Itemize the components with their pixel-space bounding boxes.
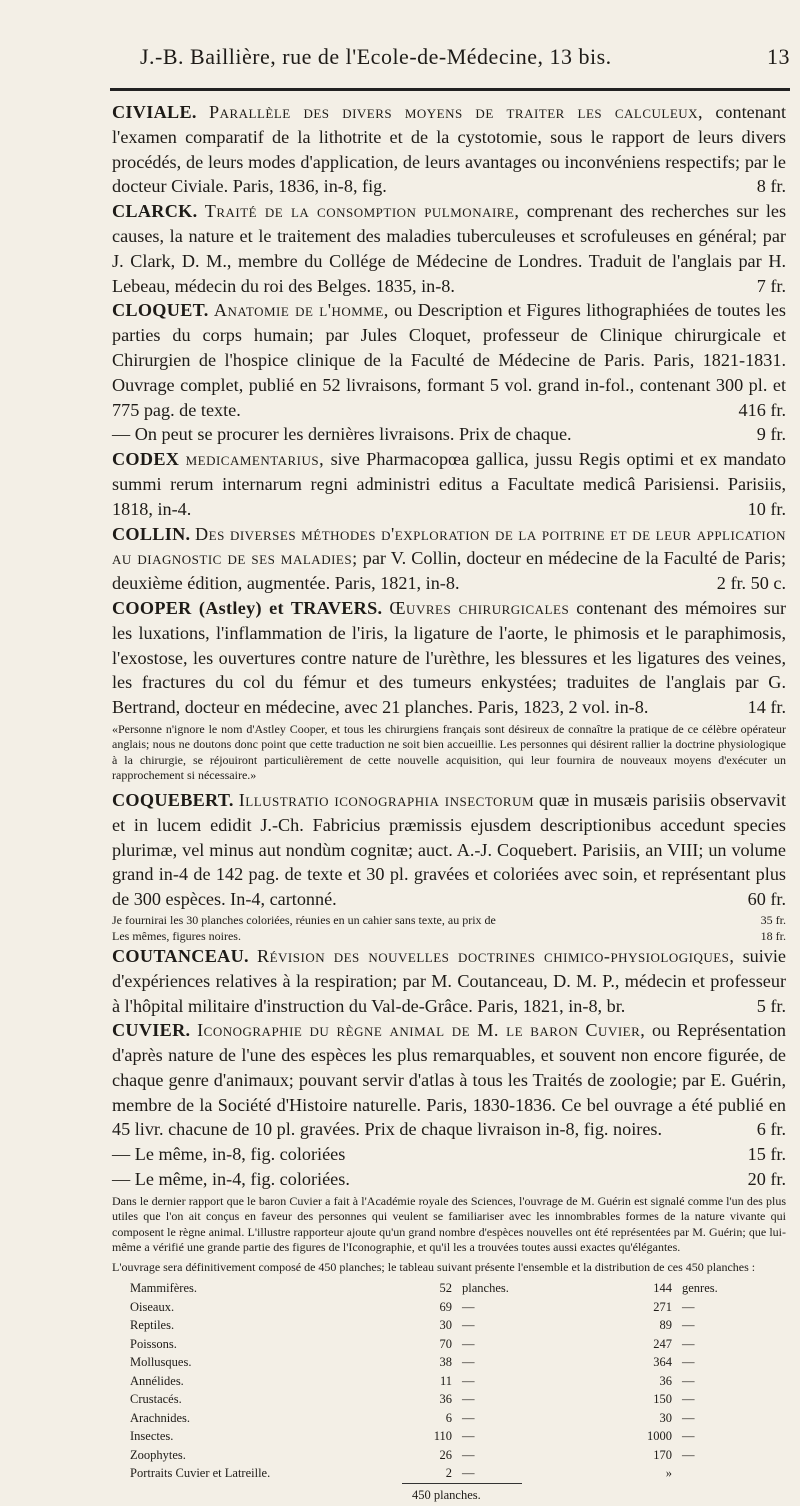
genres-count: » (665, 1466, 672, 1481)
catalogue-entry (112, 447, 786, 521)
ditto-mark: — (682, 1429, 695, 1444)
entry-title: Iconographie du règne animal de M. le baron Cuvier, (197, 1020, 646, 1041)
planches-count: 38 (439, 1355, 452, 1370)
genres-count: 89 (659, 1318, 672, 1333)
planches-count: 30 (439, 1318, 452, 1333)
ditto-mark: — (682, 1447, 695, 1462)
entry-headword: CODEX (112, 449, 180, 470)
table-row (112, 1316, 786, 1335)
sub-price: 18 fr. (760, 928, 786, 943)
catalogue-entry (112, 422, 786, 447)
entry-price: 14 fr. (747, 697, 786, 718)
class-name: Arachnides. (130, 1410, 191, 1425)
entry-headword: COUTANCEAU. (112, 945, 249, 966)
planches-count: 26 (439, 1447, 452, 1462)
entry-price: 5 fr. (756, 995, 786, 1016)
entry-price: 60 fr. (747, 889, 786, 910)
table-row (112, 1409, 786, 1428)
entry-title: Révision des nouvelles doctrines chimico-physiologiques, (256, 945, 735, 966)
planches-count: 70 (439, 1336, 452, 1351)
genres-unit: genres. (682, 1281, 718, 1296)
entry-price: 6 fr. (756, 1119, 786, 1140)
entry-title: medicamentarius, (185, 449, 325, 470)
entry-price: 10 fr. (747, 498, 786, 519)
entry-price: 9 fr. (756, 424, 786, 445)
coquebert-sub-item (112, 912, 786, 928)
catalogue-entry (112, 298, 786, 422)
running-title: J.-B. Baillière, rue de l'Ecole-de-Médecine, 13 bis. (140, 44, 612, 69)
cuvier-variant (112, 1142, 786, 1167)
entry-text: suivie d'expériences relatives à la respiration; par M. Coutanceau, D. M. P., médecin et professeur à l'hôpital militaire d'instruction du Val-de-Grâce. Paris, 1821, in-8, br. (112, 945, 787, 1016)
entry-text: ou Représentation d'après nature de l'une des espèces les plus remarquables, et souvent non encore figurée, de chaque genre d'animaux; pouvant servir d'atlas à tous les Traités de zoologie; par E. Guérin, membre de la Société d'Histoire naturelle. Paris, 1830-1836. Ce bel ouvrage a été publié en 45 livr. chacune de 10 pl. gravées. Prix de chaque livraison in-8, fig. noires. (112, 1020, 787, 1140)
table-row (112, 1372, 786, 1391)
entry-headword: CUVIER. (112, 1020, 191, 1041)
page-header (0, 44, 800, 84)
cooper-review-note: «Personne n'ignore le nom d'Astley Cooper, et tous les chirurgiens français sont désireux de connaître la pratique de ce célèbre opérateur anglais; nous ne doutons donc point que cette traduction ne soit bien accueillie. Les personnes qui désirent rallier la doctrine physiologique à la chirurgie, se réjouiront particulièrement de cette nouvelle acquisition, qui leur fournira de nouveaux moyens d'exécuter un rapprochement si nécessaire.» (112, 721, 786, 783)
cuvier-variant (112, 1167, 786, 1192)
planches-count: 52 (439, 1281, 452, 1296)
ditto-mark: — (462, 1392, 475, 1407)
class-name: Portraits Cuvier et Latreille. (130, 1466, 271, 1481)
ditto-mark: — (682, 1355, 695, 1370)
entry-text: comprenant des recherches sur les causes, la nature et le traitement des maladies tuberculeuses et scrofuleuses en général; par J. Clark, D. M., membre du Collége de Médecine de Londres. Traduit de l'anglais par H. Lebeau, médecin du roi des Belges. 1835, in-8. (112, 201, 787, 296)
table-row (112, 1427, 786, 1446)
header-rule (110, 88, 790, 91)
sub-price: 35 fr. (760, 912, 786, 927)
genres-count: 36 (659, 1373, 672, 1388)
planches-count: 36 (439, 1392, 452, 1407)
entry-text: quæ in musæis parisiis observavit et in lucem edidit J.-Ch. Fabricius præmissis ejusdem descriptionibus accedunt species plurimæ, vel minus aut nondùm cognitæ; auct. A.-J. Coquebert. Parisiis, an VIII; un volume grand in-4 de 142 pag. de texte et 30 pl. gravées et coloriées avec soin, et représentant plus de 300 espèces. In-4, cartonné. (112, 789, 786, 910)
genres-count: 150 (653, 1392, 672, 1407)
entry-text: — On peut se procurer les dernières livraisons. Prix de chaque. (112, 424, 572, 445)
entry-text: contenant l'examen comparatif de la lithotrite et de la cystotomie, sous le rapport de leurs divers procédés, de leurs modes d'application, de leurs avantages ou inconvéniens respectifs; par le docteur Civiale. Paris, 1836, in-8, fig. (112, 102, 787, 197)
table-row (112, 1279, 786, 1298)
page-number: 13 (767, 44, 790, 69)
total-planches: 450 planches. (412, 1487, 481, 1502)
class-name: Mammifères. (130, 1281, 197, 1296)
genres-count: 364 (653, 1355, 672, 1370)
planches-count: 2 (445, 1466, 452, 1481)
ditto-mark: — (462, 1466, 475, 1481)
entry-title: Traité de la consomption pulmonaire, (204, 201, 520, 222)
cuvier-table-intro: L'ouvrage sera définitivement composé de 450 planches; le tableau suivant présente l'ensemble et la distribution de ces 450 planches : (112, 1259, 756, 1274)
ditto-mark: — (682, 1392, 695, 1407)
planches-count: 6 (445, 1410, 452, 1425)
entry-title: Des diverses méthodes d'exploration de la poitrine et de leur application au diagnostic de ses maladies; (112, 523, 786, 569)
table-row (112, 1353, 786, 1372)
plates-distribution-table (112, 1279, 786, 1506)
ditto-mark: — (462, 1318, 475, 1333)
genres-count: 30 (659, 1410, 672, 1425)
catalogue-body (112, 100, 786, 1506)
entry-price: 2 fr. 50 c. (716, 573, 786, 594)
ditto-mark: — (682, 1336, 695, 1351)
coquebert-sub-item (112, 928, 786, 944)
entry-title: Parallèle des divers moyens de traiter les calculeux, (208, 102, 704, 122)
variant-price: 15 fr. (747, 1144, 786, 1165)
class-name: Annélides. (130, 1373, 184, 1388)
ditto-mark: — (462, 1373, 475, 1388)
table-row (112, 1298, 786, 1317)
genres-count: 144 (653, 1281, 672, 1296)
genres-count: 247 (653, 1336, 672, 1351)
ditto-mark: — (462, 1336, 475, 1351)
catalogue-entry (112, 522, 786, 596)
planches-count: 110 (433, 1429, 452, 1444)
entry-headword: CIVIALE. (112, 102, 197, 122)
table-row (112, 1464, 786, 1483)
catalogue-entry (112, 199, 786, 298)
ditto-mark: — (682, 1373, 695, 1388)
entry-headword: COQUEBERT. (112, 789, 234, 810)
sub-text: Les mêmes, figures noires. (112, 928, 241, 943)
genres-count: 271 (653, 1299, 672, 1314)
table-row (112, 1390, 786, 1409)
entry-headword: CLARCK. (112, 201, 198, 222)
ditto-mark: — (682, 1299, 695, 1314)
class-name: Crustacés. (130, 1392, 182, 1407)
entry-headword: COOPER (Astley) et TRAVERS. (112, 597, 383, 618)
variant-text: — Le même, in-4, fig. coloriées. (112, 1169, 350, 1190)
planches-count: 69 (439, 1299, 452, 1314)
catalogue-entry (112, 100, 786, 199)
catalogue-entry (112, 1018, 786, 1142)
ditto-mark: — (462, 1429, 475, 1444)
table-total (402, 1483, 522, 1506)
entry-title: Anatomie de l'homme, (213, 300, 389, 321)
planches-count: 11 (439, 1373, 452, 1388)
table-row (112, 1335, 786, 1354)
class-name: Reptiles. (130, 1318, 175, 1333)
entry-title: Œuvres chirurgicales (389, 597, 570, 618)
table-row (112, 1446, 786, 1465)
entry-price: 416 fr. (738, 399, 786, 420)
ditto-mark: — (682, 1318, 695, 1333)
class-name: Mollusques. (130, 1355, 192, 1370)
variant-text: — Le même, in-8, fig. coloriées (112, 1144, 346, 1165)
planches-unit: planches. (462, 1281, 509, 1296)
entry-text: contenant des mémoires sur les luxations, l'inflammation de l'iris, la ligature de l'aorte, le phimosis et le paraphimosis, l'exostose, les ouvertures contre nature de l'urèthre, les blessures et les ligatures des veines, les fractures du col du fémur et des tumeurs enkystées; traduites de l'anglais par G. Bertrand, docteur en médecine, avec 21 planches. Paris, 1823, 2 vol. in-8. (112, 597, 787, 718)
entry-headword: COLLIN. (112, 523, 191, 544)
sub-text: Je fournirai les 30 planches coloriées, réunies en un cahier sans texte, au prix de (112, 912, 496, 927)
entry-title: Illustratio iconographia insectorum (238, 789, 535, 810)
genres-count: 1000 (647, 1429, 672, 1444)
entry-text: sive Pharmacopœa gallica, jussu Regis optimi et ex mandato summi rerum internarum regni administri editus a Facultate medicâ Parisiensi. Parisiis, 1818, in-4. (112, 449, 787, 519)
entries-list (112, 100, 786, 1506)
class-name: Insectes. (130, 1429, 174, 1444)
catalogue-entry (112, 944, 786, 1018)
ditto-mark: — (462, 1410, 475, 1425)
ditto-mark: — (462, 1355, 475, 1370)
catalogue-entry (112, 596, 786, 720)
class-name: Oiseaux. (130, 1299, 175, 1314)
ditto-mark: — (462, 1299, 475, 1314)
entry-text: par V. Collin, docteur en médecine de la Faculté de Paris; deuxième édition, augmentée. Paris, 1821, in-8. (112, 548, 786, 594)
entry-price: 8 fr. (756, 176, 786, 197)
entry-headword: CLOQUET. (112, 300, 209, 321)
cuvier-academy-note: Dans le dernier rapport que le baron Cuvier a fait à l'Académie royale des Sciences, l'ouvrage de M. Guérin est signalé comme l'un des plus utiles que l'on ait conçus en faveur des personnes qui veulent se familiariser avec les innombrables formes de la nature vivante qui composent le règne animal. L'illustre rapporteur ajoute qu'un grand nombre d'espèces nouvelles ont été représentées par M. Guérin; que lui-même a vérifié une grande partie des figures de l'Iconographie, et qu'il les a trouvées toutes aussi exactes qu'élégantes. (112, 1193, 786, 1255)
genres-count: 170 (653, 1447, 672, 1462)
variant-price: 20 fr. (747, 1169, 786, 1190)
ditto-mark: — (682, 1410, 695, 1425)
ditto-mark: — (462, 1447, 475, 1462)
class-name: Poissons. (130, 1336, 177, 1351)
class-name: Zoophytes. (130, 1447, 186, 1462)
entry-text: ou Description et Figures lithographiées de toutes les parties du corps humain; par Jules Cloquet, professeur de Clinique chirurgicale et Chirurgien de l'hospice clinique de la Faculté de Médecine de Paris. Paris, 1821-1831. Ouvrage complet, publié en 52 livraisons, formant 5 vol. grand in-fol., contenant 300 pl. et 775 pag. de texte. (112, 300, 787, 420)
catalogue-entry (112, 788, 786, 912)
entry-price: 7 fr. (756, 275, 786, 296)
